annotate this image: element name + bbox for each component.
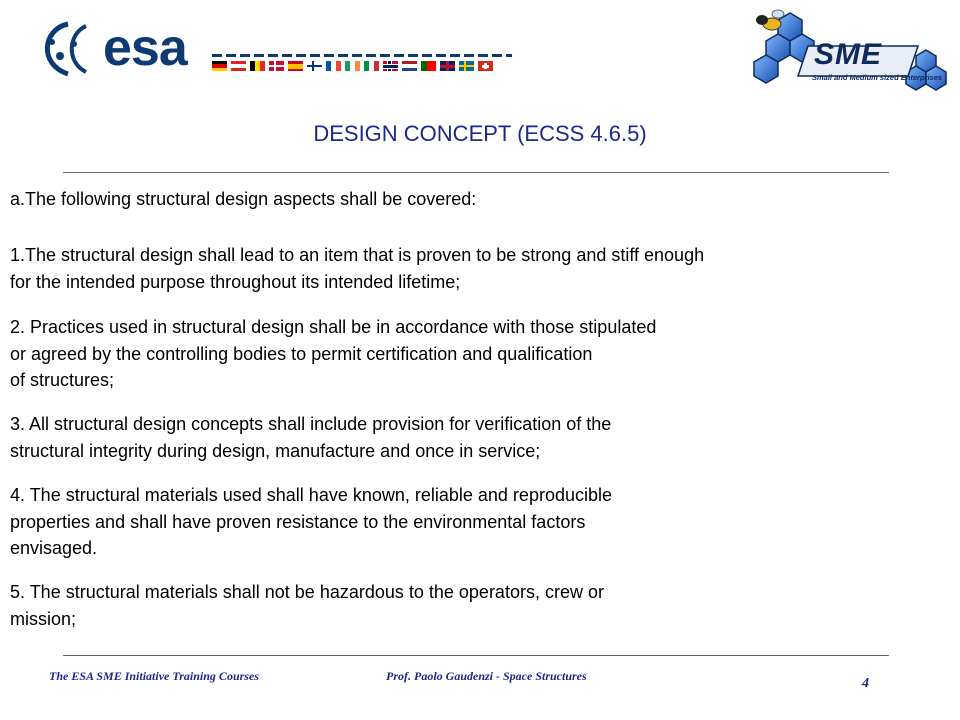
flag-france-icon <box>326 61 341 71</box>
page-number: 4 <box>862 676 869 691</box>
flag-portugal-icon <box>421 61 436 71</box>
flag-spain-icon <box>288 61 303 71</box>
footer-course-title: The ESA SME Initiative Training Courses <box>49 669 259 683</box>
requirement-1: 1.The structural design shall lead to an item that is proven to be strong and stiff enough for the intended purpose throughout its intended lifetime; <box>10 245 705 292</box>
slide-title: DESIGN CONCEPT (ECSS 4.6.5) <box>313 121 647 146</box>
flag-finland-icon <box>307 61 322 71</box>
flag-switzerland-icon <box>478 61 493 71</box>
flag-netherlands-icon <box>402 61 417 71</box>
requirement-2: 2. Practices used in structural design shall be in accordance with those stipulated or agreed by the controlling bodies to permit certification and qualification of structures; <box>10 317 657 390</box>
logo-divider <box>212 54 512 57</box>
flag-sweden-icon <box>459 61 474 71</box>
intro-paragraph: a.The following structural design aspects shall be covered: <box>10 189 477 209</box>
footer-divider <box>63 655 889 656</box>
member-flags <box>212 61 493 75</box>
flag-germany-icon <box>212 61 227 71</box>
sme-logo-text: SME <box>814 38 883 71</box>
flag-italy-icon <box>364 61 379 71</box>
requirement-3: 3. All structural design concepts shall include provision for verification of the structural integrity during design, manufacture and once in service; <box>10 414 612 461</box>
esa-logo-text: esa <box>103 19 187 77</box>
flag-denmark-icon <box>269 61 284 71</box>
flag-belgium-icon <box>250 61 265 71</box>
flag-uk-icon <box>440 61 455 71</box>
requirement-5: 5. The structural materials shall not be hazardous to the operators, crew or mission; <box>10 582 604 629</box>
flag-austria-icon <box>231 61 246 71</box>
requirement-4: 4. The structural materials used shall have known, reliable and reproducible properties and shall have proven resistance to the environmental factors envisaged. <box>10 485 612 558</box>
flag-ireland-icon <box>345 61 360 71</box>
footer-author: Prof. Paolo Gaudenzi - Space Structures <box>386 669 587 683</box>
title-divider <box>63 172 889 173</box>
flag-norway-icon <box>383 61 398 71</box>
sme-logo-subtitle: Small and Medium sized Enterprises <box>812 73 943 82</box>
